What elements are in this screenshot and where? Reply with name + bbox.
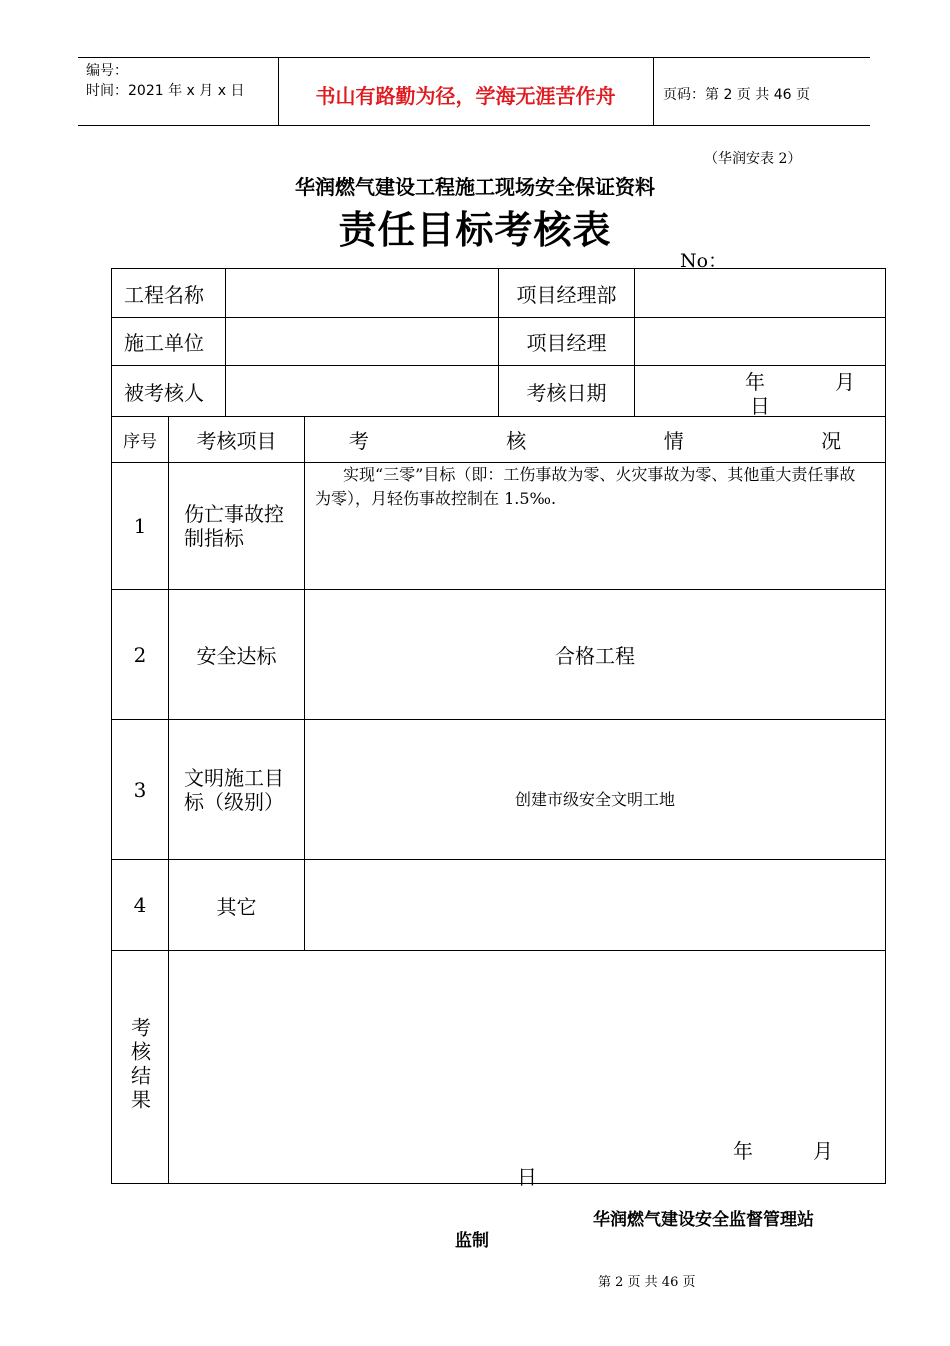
table-row xyxy=(112,463,886,590)
page-title: 责任目标考核表 xyxy=(338,208,612,252)
motto: 书山有路勤为径，学海无涯苦作舟 xyxy=(315,84,616,108)
table-row xyxy=(112,720,886,860)
supervising-org: 华润燃气建设安全监督管理站 xyxy=(593,1210,814,1230)
row-seq: 2 xyxy=(112,590,169,720)
col-status-header: 考 核 情 况 xyxy=(305,417,886,463)
supervising-org-suffix: 监制 xyxy=(455,1231,489,1251)
table-row xyxy=(112,590,886,720)
assessment-table xyxy=(111,416,886,1189)
col-seq-header: 序号 xyxy=(112,417,169,463)
document-number-label: No： xyxy=(680,250,728,272)
row-item: 安全达标 xyxy=(169,590,305,720)
result-label-cell xyxy=(112,951,169,1184)
header-bottom-rule xyxy=(78,125,870,126)
row-content[interactable]: 合格工程 xyxy=(305,590,886,720)
pm-dept-field[interactable] xyxy=(635,269,886,318)
form-code: （华润安表 2） xyxy=(704,151,802,167)
result-year-label: 年 xyxy=(733,1139,753,1163)
result-row xyxy=(112,951,886,1184)
row-item: 文明施工目标（级别） xyxy=(184,765,284,814)
assessee-field[interactable] xyxy=(226,366,499,417)
row-seq: 3 xyxy=(112,720,169,860)
row-item: 其它 xyxy=(169,860,305,951)
page-number: 第 2 页 共 46 页 xyxy=(598,1275,696,1290)
row-item: 伤亡事故控制指标 xyxy=(184,502,284,550)
header-top-rule xyxy=(78,57,870,58)
result-field[interactable] xyxy=(169,951,886,1189)
header-divider-right xyxy=(653,57,654,125)
page-code: 页码：第 2 页 共 46 页 xyxy=(663,87,810,103)
date-year-label: 年 xyxy=(745,370,765,394)
row-content[interactable] xyxy=(305,860,886,951)
result-label: 考核结果 xyxy=(127,1016,152,1113)
column-header-row xyxy=(112,417,886,463)
project-name-label: 工程名称 xyxy=(112,269,226,318)
row-content[interactable]: 创建市级安全文明工地 xyxy=(305,720,886,860)
col-item-header: 考核项目 xyxy=(169,417,305,463)
row-seq: 4 xyxy=(112,860,169,951)
table-row xyxy=(112,860,886,951)
info-row-project xyxy=(112,269,886,318)
assessment-date-field[interactable] xyxy=(635,366,886,417)
contractor-label: 施工单位 xyxy=(112,318,226,366)
assessment-date-label: 考核日期 xyxy=(499,366,635,417)
pm-label: 项目经理 xyxy=(499,318,635,366)
result-day-label: 日 xyxy=(517,1165,537,1189)
pm-dept-label: 项目经理部 xyxy=(499,269,635,318)
info-row-assessee xyxy=(112,366,886,417)
result-month-label: 月 xyxy=(813,1139,833,1163)
project-name-field[interactable] xyxy=(226,269,499,318)
row-seq: 1 xyxy=(112,463,169,590)
assessee-label: 被考核人 xyxy=(112,366,226,417)
pm-field[interactable] xyxy=(635,318,886,366)
contractor-field[interactable] xyxy=(226,318,499,366)
row-content[interactable]: 实现“三零”目标（即：工伤事故为零、火灾事故为零、其他重大责任事故为零），月轻伤事故控制在 1.5‰. xyxy=(305,463,886,590)
number-label: 编号： xyxy=(86,63,128,79)
subtitle: 华润燃气建设工程施工现场安全保证资料 xyxy=(295,175,655,199)
date-day-label: 日 xyxy=(750,394,770,418)
date-month-label: 月 xyxy=(835,370,855,394)
info-table xyxy=(111,268,886,417)
time-label: 时间：2021 年 x 月 x 日 xyxy=(86,83,245,99)
info-row-contractor xyxy=(112,318,886,366)
